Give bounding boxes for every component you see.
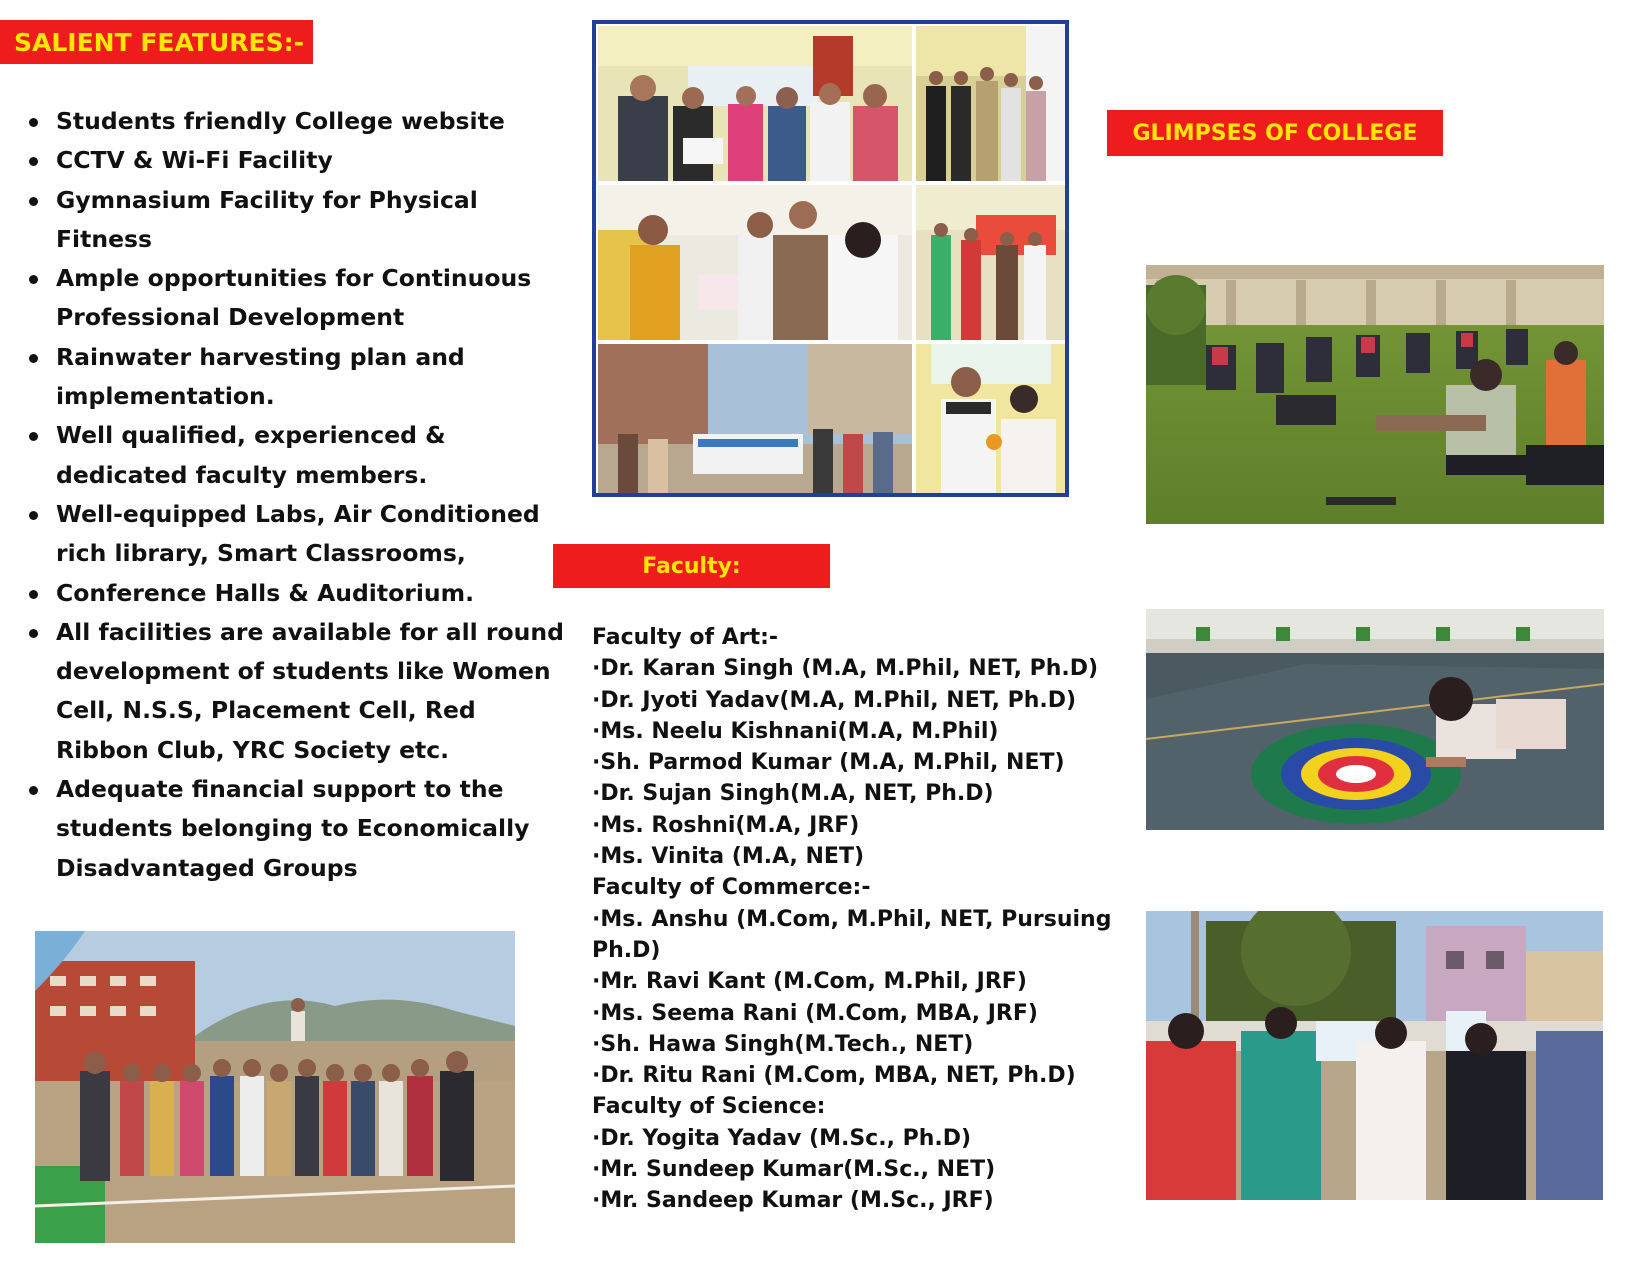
feature-item: All facilities are available for all round development of students like Women Cell, N.S.S, Placement Cell, Red Ribbon Club, YRC Society etc. [24, 613, 564, 770]
collage-photo-certificate-group [598, 26, 912, 181]
bullet-icon [29, 275, 38, 284]
feature-item: Well-equipped Labs, Air Conditioned rich library, Smart Classrooms, [24, 495, 556, 574]
bullet-icon [29, 511, 38, 520]
feature-item: Adequate financial support to the students belonging to Economically Disadvantaged Groups [24, 770, 536, 888]
collage-photo-rally [598, 344, 912, 495]
faculty-member: ·Sh. Hawa Singh(M.Tech., NET) [592, 1031, 974, 1057]
collage-photo-flower-welcome [916, 344, 1065, 495]
feature-item: CCTV & Wi-Fi Facility [24, 141, 564, 180]
collage-photo-certificate-award [598, 185, 912, 340]
awareness-rally-photo [1146, 911, 1603, 1200]
faculty-member: ·Mr. Sandeep Kumar (M.Sc., JRF) [592, 1188, 994, 1214]
faculty-commerce-heading: Faculty of Commerce:- [592, 875, 871, 901]
feature-item: Ample opportunities for Continuous Professional Development [24, 259, 536, 338]
faculty-science-heading: Faculty of Science: [592, 1094, 826, 1120]
rangoli-activity-photo [1146, 609, 1604, 830]
salient-features-heading: SALIENT FEATURES:- [0, 20, 313, 64]
bullet-icon [29, 157, 38, 166]
feature-item: Rainwater harvesting plan and implementation. [24, 338, 486, 417]
faculty-member: ·Ms. Roshni(M.A, JRF) [592, 812, 860, 838]
event-photo-collage [592, 20, 1069, 497]
faculty-member: ·Ms. Anshu (M.Com, M.Phil, NET, Pursuing [592, 906, 1112, 932]
glimpses-heading: GLIMPSES OF COLLEGE [1107, 110, 1443, 156]
faculty-member: ·Mr. Sundeep Kumar(M.Sc., NET) [592, 1157, 996, 1183]
faculty-member: ·Dr. Ritu Rani (M.Com, MBA, NET, Ph.D) [592, 1063, 1076, 1089]
feature-item: Gymnasium Facility for Physical Fitness [24, 181, 564, 260]
faculty-member: ·Ms. Seema Rani (M.Com, MBA, JRF) [592, 1000, 1038, 1026]
salient-features-list [24, 102, 564, 888]
faculty-heading: Faculty: [553, 544, 830, 588]
faculty-member: ·Sh. Parmod Kumar (M.A, M.Phil, NET) [592, 750, 1065, 776]
bullet-icon [29, 629, 38, 638]
bullet-icon [29, 786, 38, 795]
faculty-member: ·Dr. Jyoti Yadav(M.A, M.Phil, NET, Ph.D) [592, 687, 1077, 713]
faculty-member: ·Dr. Yogita Yadav (M.Sc., Ph.D) [592, 1125, 972, 1151]
bullet-icon [29, 118, 38, 127]
faculty-member: ·Mr. Ravi Kant (M.Com, M.Phil, JRF) [592, 969, 1027, 995]
exercise-session-photo [1146, 265, 1604, 524]
faculty-list [592, 622, 1112, 1217]
bullet-icon [29, 432, 38, 441]
bullet-icon [29, 590, 38, 599]
collage-photo-group-indoor [916, 26, 1065, 181]
bullet-icon [29, 197, 38, 206]
faculty-member: ·Dr. Sujan Singh(M.A, NET, Ph.D) [592, 781, 994, 807]
bullet-icon [29, 354, 38, 363]
collage-photo-stage [916, 185, 1065, 340]
feature-item: Conference Halls & Auditorium. [24, 574, 564, 613]
feature-item: Well qualified, experienced & dedicated faculty members. [24, 416, 564, 495]
feature-item: Students friendly College website [24, 102, 564, 141]
faculty-member: ·Ms. Neelu Kishnani(M.A, M.Phil) [592, 718, 999, 744]
faculty-art-heading: Faculty of Art:- [592, 625, 779, 650]
group-photo-sports-ground [35, 931, 515, 1243]
faculty-member-continued: Ph.D) [592, 937, 661, 963]
faculty-member: ·Ms. Vinita (M.A, NET) [592, 844, 865, 870]
faculty-member: ·Dr. Karan Singh (M.A, M.Phil, NET, Ph.D) [592, 656, 1099, 682]
